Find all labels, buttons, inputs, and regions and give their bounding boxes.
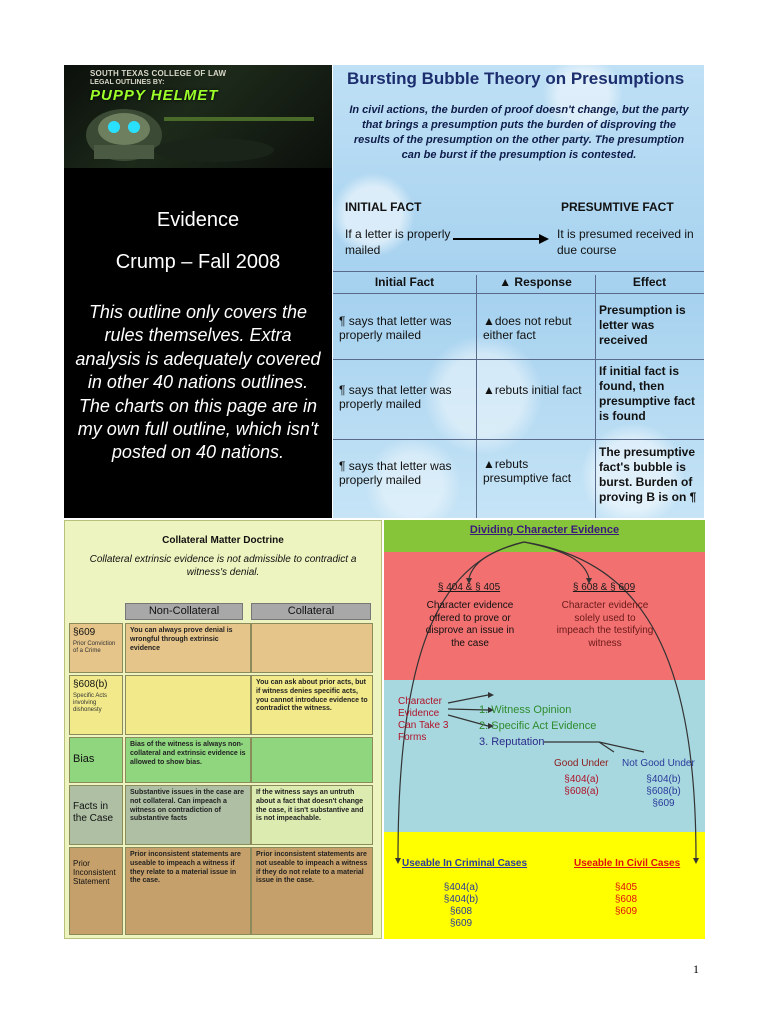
row-label-bias: Bias — [69, 737, 123, 783]
bubble-intro: In civil actions, the burden of proof doesn't change, but the party that brings a presumption puts the burden of disproving the results of the presumption on the other party. The presumption can be burst if the presumption is contested. — [349, 104, 689, 161]
cell-609-non-collateral: You can always prove denial is wrongful through extrinsic evidence — [125, 623, 251, 673]
cell-bias-collateral — [251, 737, 373, 783]
puppy-helmet-logo — [64, 65, 332, 168]
table-rule — [476, 275, 477, 518]
table-rule — [333, 439, 704, 440]
good-under-list: §404(a) §608(a) — [564, 774, 599, 797]
collateral-matter-panel — [64, 520, 382, 939]
form-specific-act: 2. Specific Act Evidence — [479, 720, 597, 732]
character-title: Dividing Character Evidence — [469, 524, 620, 536]
civil-label: Useable In Civil Cases — [574, 858, 681, 869]
row2-response: ▲rebuts initial fact — [483, 383, 582, 397]
logo-tagline: LEGAL OUTLINES BY: — [90, 79, 165, 86]
arrow-right-icon — [451, 233, 551, 245]
table-rule — [333, 271, 704, 272]
right-section-label: § 608 & § 609 — [572, 582, 636, 593]
row-label-prior-inconsistent: Prior Inconsistent Statement — [69, 847, 123, 935]
not-good-under-list: §404(b) §608(b) §609 — [646, 774, 681, 809]
cell-facts-collateral: If the witness says an untruth about a fact that doesn't change the case, it isn't substantive and is not impeachable. — [251, 785, 373, 845]
cell-facts-non-collateral: Substantive issues in the case are not collateral. Can impeach a witness on contradiction of substantive facts — [125, 785, 251, 845]
left-section-text: Character evidence offered to prove or disprove an issue in the case — [425, 600, 515, 649]
cover-course: Crump – Fall 2008 — [115, 251, 281, 273]
presumtive-fact-example: It is presumed received in due course — [557, 227, 694, 257]
form-reputation: 3. Reputation — [479, 736, 545, 748]
good-under-label: Good Under — [554, 758, 609, 769]
row-label-facts: Facts in the Case — [69, 785, 123, 845]
cover-note: This outline only covers the rules themselves. Extra analysis is adequately covered in other 40 nations outlines. The charts on this page are in my own full outline, which isn't posted on 40 nations. — [75, 302, 321, 463]
form-witness-opinion: 1. Witness Opinion — [479, 704, 572, 716]
criminal-label: Useable In Criminal Cases — [402, 858, 528, 869]
logo-brand: PUPPY HELMET — [90, 87, 219, 104]
not-good-under-label: Not Good Under — [622, 758, 695, 769]
table-rule — [333, 293, 704, 294]
col-header-response: ▲ Response — [499, 275, 572, 289]
initial-fact-example: If a letter is properly mailed — [345, 227, 451, 257]
row1-initial: ¶ says that letter was properly mailed — [339, 314, 452, 343]
page-number: 1 — [693, 962, 699, 976]
row3-response: ▲rebuts presumptive fact — [483, 457, 572, 486]
row1-response: ▲does not rebut either fact — [483, 314, 572, 343]
col-header-collateral: Collateral — [251, 603, 371, 620]
initial-fact-label: INITIAL FACT — [345, 200, 422, 214]
row1-effect: Presumption is letter was received — [599, 303, 686, 347]
cell-prior-non-collateral: Prior inconsistent statements are useable to impeach a witness if they relate to a material issue in the case. — [125, 847, 251, 935]
col-header-initial: Initial Fact — [374, 275, 435, 289]
row3-initial: ¶ says that letter was properly mailed — [339, 459, 452, 488]
row2-effect: If initial fact is found, then presumptive fact is found — [599, 364, 696, 423]
cell-prior-collateral: Prior inconsistent statements are not useable to impeach a witness if they do not relate to a material issue in the case. — [251, 847, 373, 935]
presumtive-fact-label: PRESUMTIVE FACT — [561, 200, 674, 214]
criminal-list: §404(a) §404(b) §608 §609 — [443, 882, 479, 929]
bubble-title: Bursting Bubble Theory on Presumptions — [347, 69, 685, 88]
cover-subject: Evidence — [156, 209, 240, 231]
table-rule — [333, 359, 704, 360]
logo-school: SOUTH TEXAS COLLEGE OF LAW — [90, 69, 227, 78]
collateral-subtitle: Collateral extrinsic evidence is not admissible to contradict a witness's denial. — [89, 554, 357, 578]
row-label-609: §609 Prior Conviction of a Crime — [69, 623, 123, 673]
row3-effect: The presumptive fact's bubble is burst. Burden of proving B is on ¶ — [599, 445, 697, 504]
row2-initial: ¶ says that letter was properly mailed — [339, 383, 452, 412]
forms-label: Character Evidence Can Take 3 Forms — [398, 696, 449, 743]
col-header-effect: Effect — [632, 275, 667, 289]
civil-list: §405 §608 §609 — [614, 882, 638, 917]
cell-608b-non-collateral — [125, 675, 251, 735]
cell-609-collateral — [251, 623, 373, 673]
col-header-non-collateral: Non-Collateral — [125, 603, 243, 620]
cover-panel — [64, 65, 332, 518]
bursting-bubble-panel — [333, 65, 704, 518]
cell-bias-non-collateral: Bias of the witness is always non-collateral and extrinsic evidence is allowed to show bias. — [125, 737, 251, 783]
right-section-text: Character evidence solely used to impeach the testifying witness — [556, 600, 654, 649]
dividing-character-panel — [384, 520, 705, 939]
collateral-title: Collateral Matter Doctrine — [162, 535, 284, 546]
left-section-label: § 404 & § 405 — [437, 582, 501, 593]
row-label-608b: §608(b) Specific Acts involving dishonesty — [69, 675, 123, 735]
table-rule — [595, 275, 596, 518]
cell-608b-collateral: You can ask about prior acts, but if witness denies specific acts, you cannot introduce evidence to contradict the witness. — [251, 675, 373, 735]
